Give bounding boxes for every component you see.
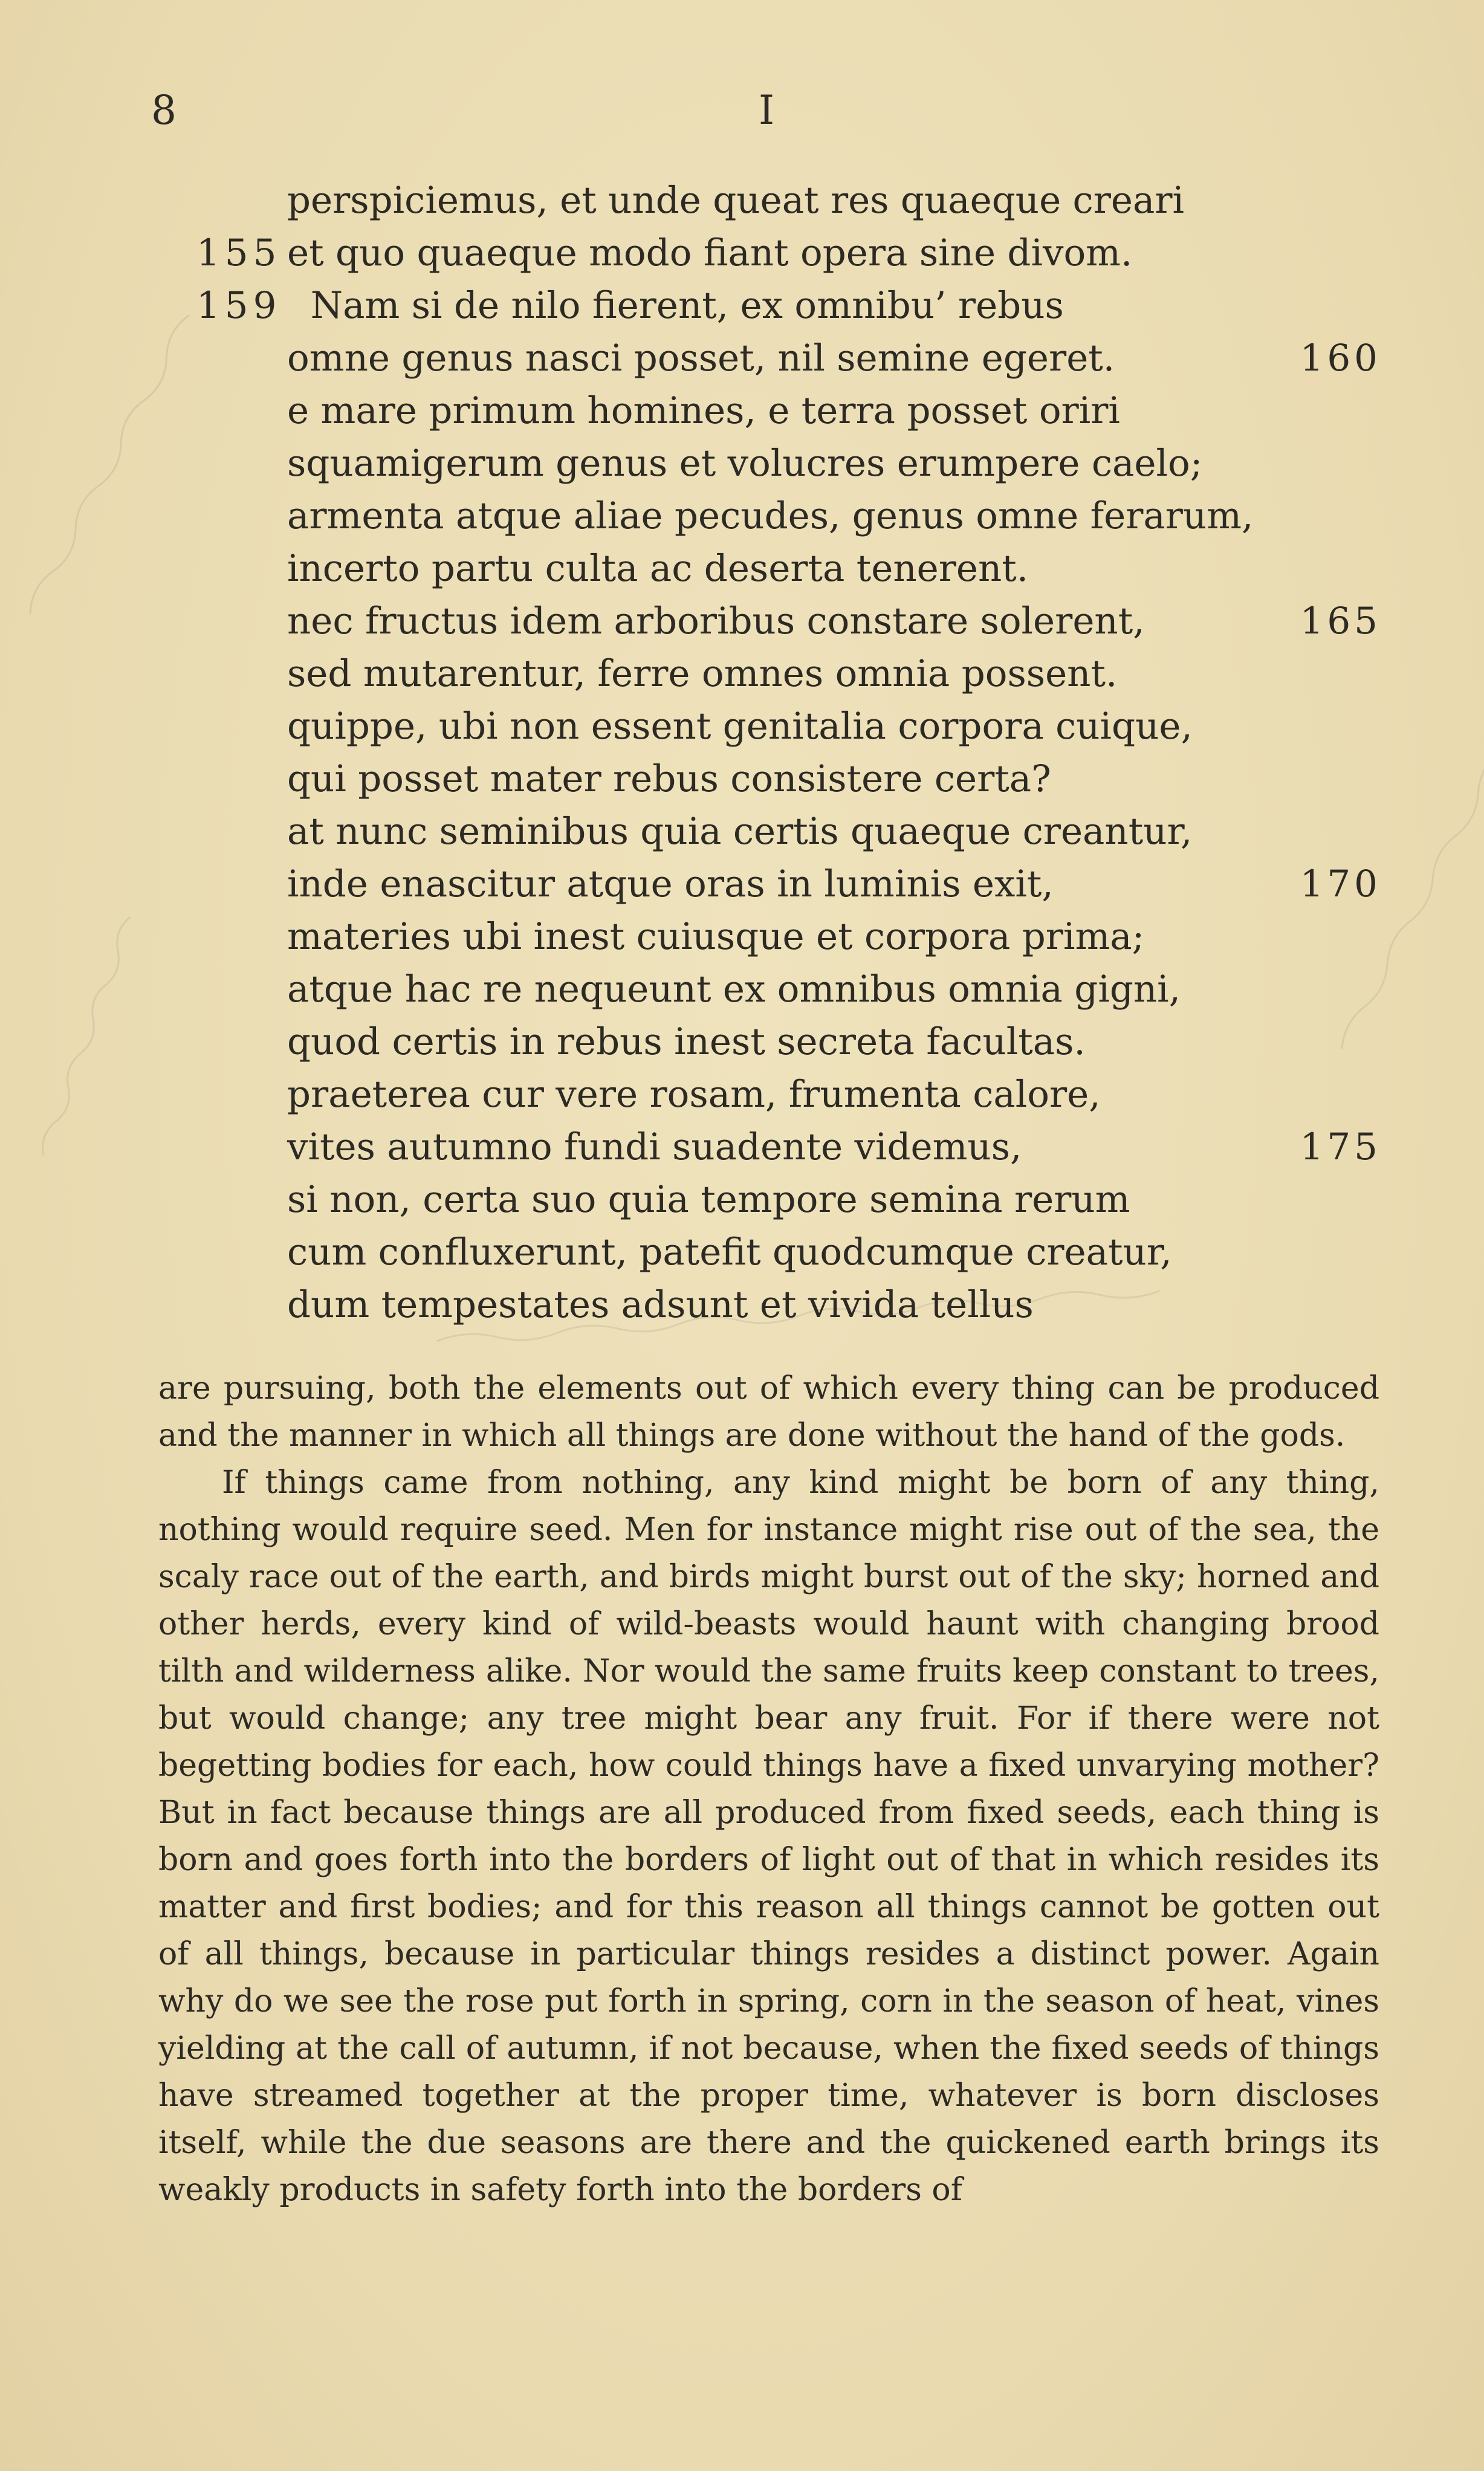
page-number: 8 [151,87,177,134]
verse-line [0,279,1484,332]
verse-line [0,174,1484,227]
verse-line-text: inde enascitur atque oras in luminis exit, [287,863,1054,905]
verse-line-text: cum confluxerunt, patefit quodcumque creatur, [287,1231,1172,1274]
verse-line-text: incerto partu culta ac deserta tenerent. [287,547,1029,590]
verse-line-text: nec fructus idem arboribus constare solerent, [287,600,1145,643]
verse-line-text: qui posset mater rebus consistere certa? [287,757,1051,800]
latin-verse [0,174,1484,1331]
verse-line-text: omne genus nasci posset, nil semine egeret. [287,337,1115,380]
verse-line-number: 155 [196,232,282,274]
book-number: I [759,87,775,134]
verse-line-text: perspiciemus, et unde queat res quaeque creari [287,179,1185,222]
translation-paragraph: are pursuing, both the elements out of which every thing can be produced and the manner in which all things are done without the hand of the gods. [158,1370,1379,1454]
verse-line [0,227,1484,279]
english-translation [158,1365,1379,2214]
verse-line [0,332,1484,384]
verse-line-text: quippe, ubi non essent genitalia corpora cuique, [287,705,1193,748]
verse-line-number-right: 160 [1300,337,1381,380]
verse-line [0,910,1484,963]
verse-line [0,595,1484,647]
verse-line-number: 159 [196,284,282,327]
verse-line [0,1015,1484,1068]
verse-line-text: atque hac re nequeunt ex omnibus omnia gigni, [287,968,1181,1011]
verse-line [0,805,1484,858]
verse-line [0,963,1484,1015]
verse-line [0,1121,1484,1173]
verse-line-text: praeterea cur vere rosam, frumenta calore, [287,1073,1101,1116]
verse-line [0,1278,1484,1331]
verse-line-text: materies ubi inest cuiusque et corpora prima; [287,915,1145,958]
verse-line-text: dum tempestates adsunt et vivida tellus [287,1283,1034,1326]
verse-line-text: sed mutarentur, ferre omnes omnia possent. [287,652,1118,695]
verse-line [0,647,1484,700]
verse-line-text: et quo quaeque modo fiant opera sine divom. [287,232,1133,274]
verse-line [0,700,1484,753]
verse-line-text: vites autumno fundi suadente videmus, [287,1125,1022,1168]
verse-line [0,1226,1484,1278]
verse-line-number-right: 165 [1300,600,1381,643]
verse-line [0,490,1484,542]
verse-line [0,384,1484,437]
verse-line [0,437,1484,490]
verse-line-number-right: 170 [1300,863,1381,905]
verse-line [0,858,1484,910]
verse-line-text: armenta atque aliae pecudes, genus omne ferarum, [287,494,1254,537]
verse-line-text: Nam si de nilo fierent, ex omnibu’ rebus [287,284,1064,327]
verse-line [0,1068,1484,1121]
verse-line-text: quod certis in rebus inest secreta facultas. [287,1020,1086,1063]
verse-line [0,753,1484,805]
verse-line-text: at nunc seminibus quia certis quaeque creantur, [287,810,1193,853]
verse-line-text: e mare primum homines, e terra posset oriri [287,389,1120,432]
translation-paragraph: If things came from nothing, any kind might be born of any thing, nothing would require seed. Men for instance might rise out of the sea, the scaly race out of the earth, and birds might burst out of the sky; horned and other herds, every kind of wild-beasts would haunt with changing brood tilth and wilderness alike. Nor would the same fruits keep constant to trees, but would change; any tree might bear any fruit. For if there were not begetting bodies for each, how could things have a fixed unvarying mother? But in fact because things are all produced from fixed seeds, each thing is born and goes forth into the borders of light out of that in which resides its matter and first bodies; and for this reason all things cannot be gotten out of all things, because in particular things resides a distinct power. Again why do we see the rose put forth in spring, corn in the season of heat, vines yielding at the call of autumn, if not because, when the fixed seeds of things have streamed together at the proper time, whatever is born discloses itself, while the due seasons are there and the quickened earth brings its weakly products in safety forth into the borders of [158,1465,1379,2208]
verse-line-text: si non, certa suo quia tempore semina rerum [287,1178,1130,1221]
verse-line-text: squamigerum genus et volucres erumpere caelo; [287,442,1203,485]
verse-line [0,1173,1484,1226]
verse-line [0,542,1484,595]
verse-line-number-right: 175 [1300,1125,1381,1168]
